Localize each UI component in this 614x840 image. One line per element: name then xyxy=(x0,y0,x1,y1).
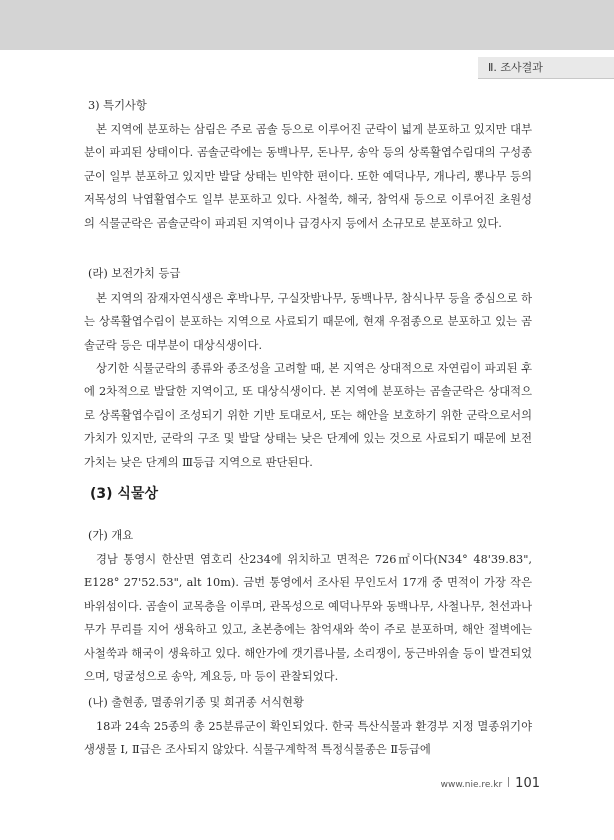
footer-url: www.nie.re.kr xyxy=(440,780,503,790)
header-band xyxy=(0,0,614,50)
special-notes-text: 본 지역에 분포하는 삼림은 주로 곰솔 등으로 이루어진 군락이 넓게 분포하고 있지만 대부분이 파괴된 상태이다. 곰솔군락에는 동백나무, 돈나무, 송악 등의 상록활엽수림대의 구성종군이 일부 분포하고 있지만 발달 상태는 빈약한 편이다. 또한 예덕나무, 개나리, 뽕나무 등의 저목성의 낙엽활엽수도 일부 분포하고 있다. 사철쑥, 해국, 참억새 등으로 이루어진 초원성의 식물군락은 곰솔군락이 파괴된 지역이나 급경사지 등에서 소규모로 분포하고 있다. xyxy=(84,123,532,230)
species-title: (나) 출현종, 멸종위기종 및 희귀종 서식현황 xyxy=(88,696,304,709)
footer-divider xyxy=(508,777,509,787)
page-footer xyxy=(441,776,540,791)
overview-title: (가) 개요 xyxy=(88,529,134,542)
section-tab: Ⅱ. 조사결과 xyxy=(478,57,614,79)
conservation-value-para1: 본 지역의 잠재자연식생은 후박나무, 구실잣밤나무, 동백나무, 참식나무 등을 중심으로 하는 상록활엽수림이 분포하는 지역으로 사료되기 때문에, 현재 우점종으로 분포하고 있는 곰솔군락 등은 대부분이 대상식생이다. xyxy=(84,292,532,352)
special-notes-title: 3) 특기사항 xyxy=(88,99,147,112)
conservation-value-title: (라) 보전가치 등급 xyxy=(88,267,181,280)
flora-heading: (3) 식물상 xyxy=(90,486,158,502)
species-text: 18과 24속 25종의 총 25분류군이 확인되었다. 한국 특산식물과 환경부 지정 멸종위기야생생물 Ⅰ, Ⅱ급은 조사되지 않았다. 식물구계학적 특정식물종은 Ⅱ등급에 xyxy=(84,720,532,757)
conservation-value-para2: 상기한 식물군락의 종류와 종조성을 고려할 때, 본 지역은 상대적으로 자연림이 파괴된 후에 2차적으로 발달한 지역이고, 또 대상식생이다. 본 지역에 분포하는 곰솔군락은 상대적으로 상록활엽수림이 조성되기 위한 기반 토대로서, 또는 해안을 보호하기 위한 군락으로서의 가치가 있지만, 군락의 구조 및 발달 상태는 낮은 단계에 있는 것으로 사료되기 때문에 보전가치는 낮은 단계의 Ⅲ등급 지역으로 판단된다. xyxy=(84,362,532,469)
page-number: 101 xyxy=(515,776,540,791)
overview-text: 경남 통영시 한산면 염호리 산234에 위치하고 면적은 726㎡이다(N34° 48'39.83", E128° 27'52.53", alt 10m). 금번 통영에서 조사된 무인도서 17개 중 면적이 가장 작은 바위섬이다. 곰솔이 교목층을 이루며, 관목성으로 예덕나무와 동백나무, 사철나무, 천선과나무가 무리를 지어 생육하고 있고, 초본층에는 참억새와 쑥이 주로 분포하며, 해안 절벽에는 사철쑥과 해국이 생육하고 있다. 해안가에 갯기름나물, 소리쟁이, 둥근바위솔 등이 발견되었으며, 덩굴성으로 송악, 계요등, 마 등이 관찰되었다. xyxy=(84,553,532,684)
